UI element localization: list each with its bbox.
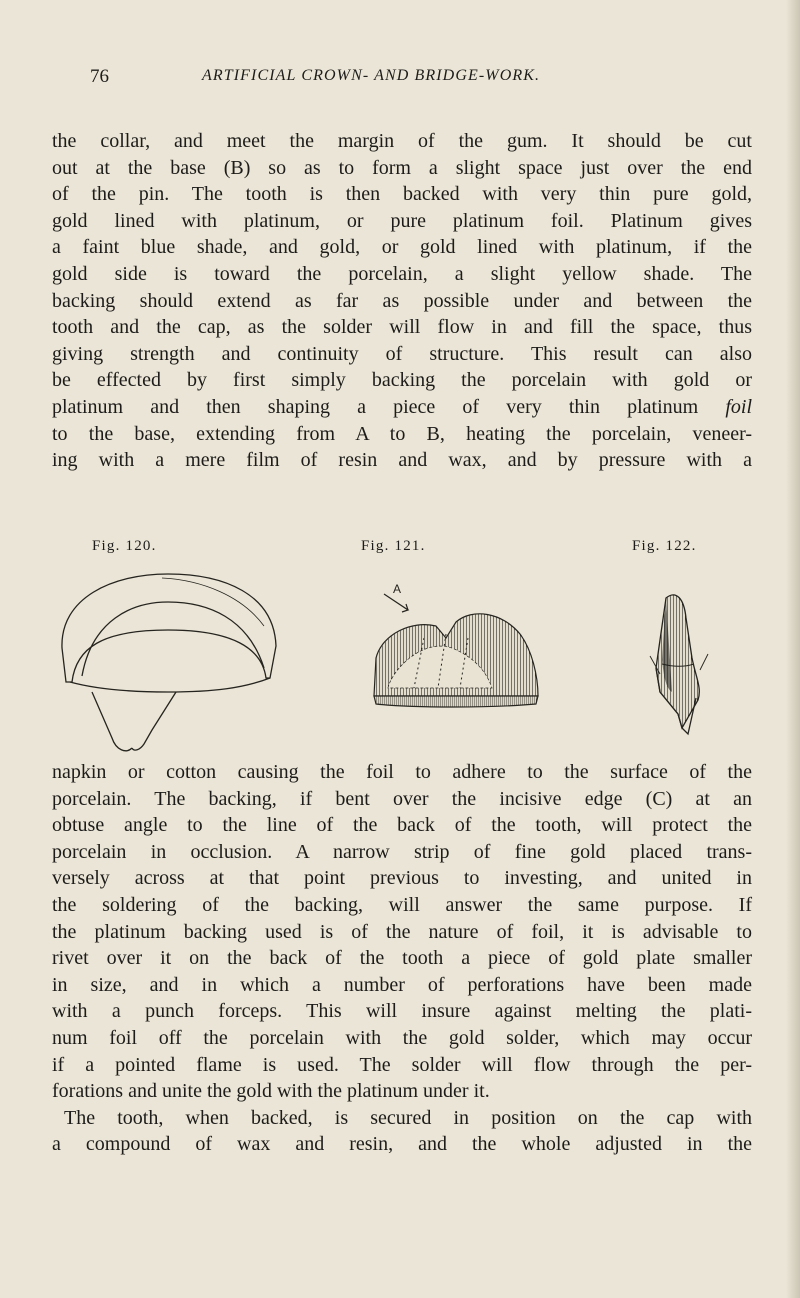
root-right-edge bbox=[132, 692, 176, 750]
text-line: with a punch forceps. This will insure against melting the plati- bbox=[52, 1000, 752, 1023]
running-title: ARTIFICIAL CROWN- AND BRIDGE-WORK. bbox=[202, 67, 541, 84]
text-line: The tooth, when backed, is secured in position on the cap with bbox=[64, 1106, 752, 1129]
text-line: napkin or cotton causing the foil to adhere to the surface of the bbox=[52, 761, 752, 783]
figure-121-caption: Fig. 121. bbox=[361, 538, 426, 554]
text-line: the soldering of the backing, will answer the same purpose. If bbox=[52, 893, 752, 916]
page-header bbox=[90, 66, 730, 90]
text-line: forations and unite the gold with the platinum under it. bbox=[52, 1080, 490, 1103]
crown-cap-inner-curve bbox=[82, 602, 264, 676]
paragraph-bottom bbox=[52, 759, 752, 1158]
crown-cap-shell bbox=[62, 574, 276, 682]
cap-base bbox=[374, 696, 538, 707]
text-line: versely across at that point previous to investing, and united in bbox=[52, 867, 752, 890]
figure-122-caption: Fig. 122. bbox=[632, 538, 697, 554]
text-line: obtuse angle to the line of the back of the tooth, will protect the bbox=[52, 814, 752, 837]
page-number: 76 bbox=[90, 66, 109, 87]
text-line: if a pointed flame is used. The solder will flow through the per- bbox=[52, 1053, 752, 1076]
text-line: be effected by first simply backing the porcelain with gold or bbox=[52, 369, 752, 392]
text-line: ing with a mere film of resin and wax, and by pressure with a bbox=[52, 449, 752, 472]
text-line: rivet over it on the back of the tooth a piece of gold plate smaller bbox=[52, 947, 752, 970]
text-line: out at the base (B) so as to form a slight space just over the end bbox=[52, 156, 752, 179]
text-line: num foil off the porcelain with the gold solder, which may occur bbox=[52, 1026, 752, 1049]
figure-120-caption: Fig. 120. bbox=[92, 538, 157, 554]
text-line: porcelain in occlusion. A narrow strip of fine gold placed trans- bbox=[52, 840, 752, 863]
figure-120-drawing bbox=[62, 574, 276, 751]
text-line: a compound of wax and resin, and the whole adjusted in the bbox=[52, 1133, 752, 1156]
text-line: giving strength and continuity of structure. This result can also bbox=[52, 342, 752, 365]
figure-122-drawing bbox=[650, 595, 708, 734]
crown-cap-rim bbox=[70, 678, 270, 692]
root-left-edge bbox=[92, 692, 132, 751]
text-line: a faint blue shade, and gold, or gold lined with platinum, if the bbox=[52, 236, 752, 259]
text-line: gold side is toward the porcelain, a slight yellow shade. The bbox=[52, 262, 752, 285]
figure-121-label-a: A bbox=[393, 582, 402, 596]
text-line: tooth and the cap, as the solder will flow in and fill the space, thus bbox=[52, 316, 752, 339]
text-line: to the base, extending from A to B, heating the porcelain, veneer- bbox=[52, 422, 752, 445]
page-edge-shadow bbox=[786, 0, 800, 1298]
text-line: backing should extend as far as possible under and between the bbox=[52, 289, 752, 312]
right-indicator-line bbox=[700, 654, 708, 670]
text-line: the platinum backing used is of the nature of foil, it is advisable to bbox=[52, 920, 752, 943]
figure-121-drawing bbox=[374, 582, 538, 707]
text-line: gold lined with platinum, or pure platinum foil. Platinum gives bbox=[52, 209, 752, 232]
text-line: in size, and in which a number of perforations have been made bbox=[52, 973, 752, 996]
text-line-with-italic bbox=[52, 394, 752, 421]
text-line: the collar, and meet the margin of the gum. It should be cut bbox=[52, 130, 752, 152]
figure-row bbox=[52, 538, 752, 758]
text-line: of the pin. The tooth is then backed with very thin pure gold, bbox=[52, 183, 752, 206]
text-line: porcelain. The backing, if bent over the incisive edge (C) at an bbox=[52, 787, 752, 810]
figure-illustrations bbox=[52, 538, 752, 758]
paragraph-top bbox=[52, 128, 752, 474]
label-a-arrow bbox=[384, 594, 408, 612]
italic-word: foil bbox=[725, 395, 753, 418]
text-line-part: platinum and then shaping a piece of very thin platinum bbox=[52, 395, 699, 418]
